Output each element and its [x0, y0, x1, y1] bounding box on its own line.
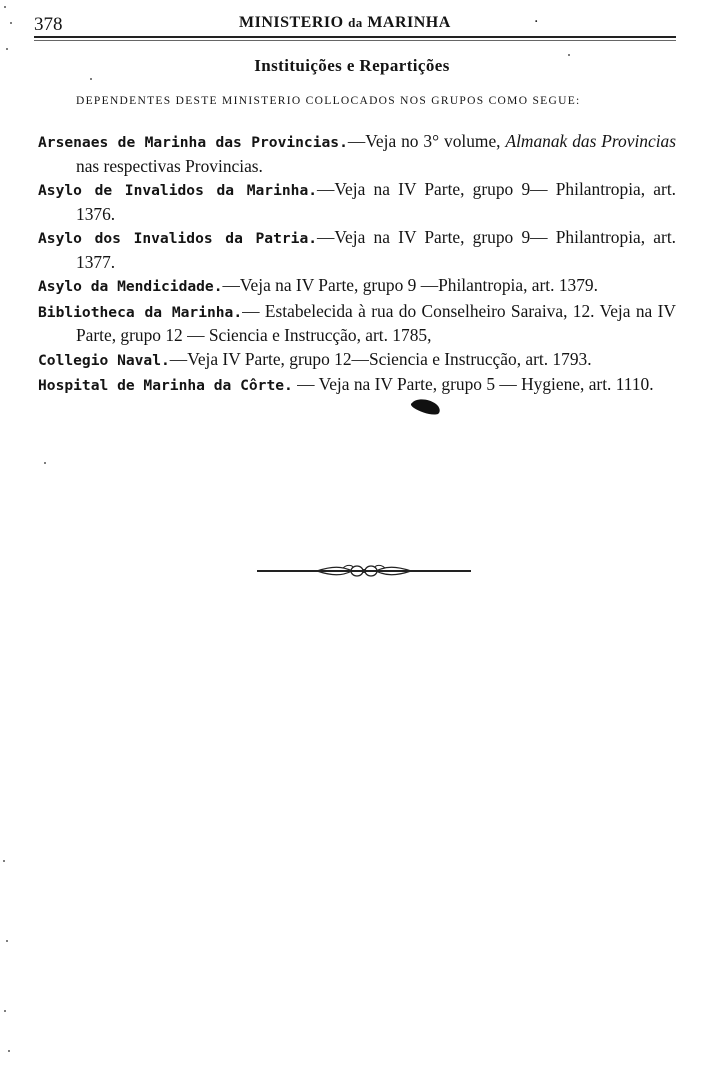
header-rule [34, 36, 676, 38]
entry-asylo-mendicidade [38, 274, 676, 299]
running-title-part1: MINISTERIO [239, 14, 344, 31]
paper-speck [8, 1050, 10, 1052]
paper-speck [4, 6, 6, 8]
entry-asylo-invalidos-patria [38, 226, 676, 273]
entry-name: Asylo dos Invalidos da Patria. [38, 230, 318, 247]
running-title [239, 14, 451, 32]
paper-speck [44, 462, 46, 464]
running-header [34, 10, 676, 36]
entry-text: —Veja na IV Parte, grupo 9— Philantropia, art. 1377. [76, 227, 676, 272]
header-rule-thin [34, 40, 676, 41]
paper-speck [568, 54, 570, 56]
paper-speck [90, 78, 92, 80]
paper-speck [10, 22, 12, 24]
entry-arsenaes [38, 130, 676, 177]
entry-list [38, 130, 676, 399]
running-title-connector: da [348, 15, 363, 30]
entry-name: Asylo da Mendicidade. [38, 278, 223, 295]
entry-name: Hospital de Marinha da Côrte. [38, 377, 293, 394]
paper-speck [6, 48, 8, 50]
entry-hospital [38, 373, 676, 398]
header-speck: · [534, 14, 539, 30]
ornamental-divider [257, 562, 471, 580]
entry-text: —Veja no 3° volume, [347, 131, 506, 151]
entry-italic-reference: Almanak das Provincias [505, 131, 676, 151]
running-title-part2: MARINHA [367, 14, 451, 31]
section-title: Instituições e Repartições [254, 56, 450, 75]
entry-name: Asylo de Invalidos da Marinha. [38, 182, 318, 199]
entry-asylo-invalidos-marinha [38, 178, 676, 225]
entry-text: —Veja na IV Parte, grupo 9 —Philantropia, art. 1379. [222, 275, 598, 295]
entry-name: Arsenaes de Marinha das Provincias. [38, 134, 348, 151]
paper-speck [6, 940, 8, 942]
entry-text-tail: nas respectivas Provincias. [76, 155, 263, 176]
entry-bibliotheca [38, 300, 676, 347]
entry-text: —Veja na IV Parte, grupo 9— Philantropia, art. 1376. [76, 179, 676, 224]
paper-speck [3, 860, 5, 862]
entry-text: —Veja IV Parte, grupo 12—Sciencia e Instrucção, art. 1793. [169, 348, 592, 369]
entry-text: — Estabelecida à rua do Conselheiro Saraiva, 12. Veja na IV Parte, grupo 12 — Sciencia e Instrucção, art. 1785, [76, 300, 676, 345]
entry-name: Collegio Naval. [38, 351, 170, 369]
entry-collegio-naval [38, 348, 676, 373]
ink-blot-mark [410, 398, 442, 416]
paper-speck [4, 1010, 6, 1012]
entry-name: Bibliotheca da Marinha. [38, 303, 243, 321]
page-number: 378 [34, 14, 63, 35]
section-subtitle: DEPENDENTES DESTE MINISTERIO COLLOCADOS NOS GRUPOS COMO SEGUE: [76, 95, 581, 107]
entry-text: — Veja na IV Parte, grupo 5 — Hygiene, art. 1110. [292, 374, 654, 394]
